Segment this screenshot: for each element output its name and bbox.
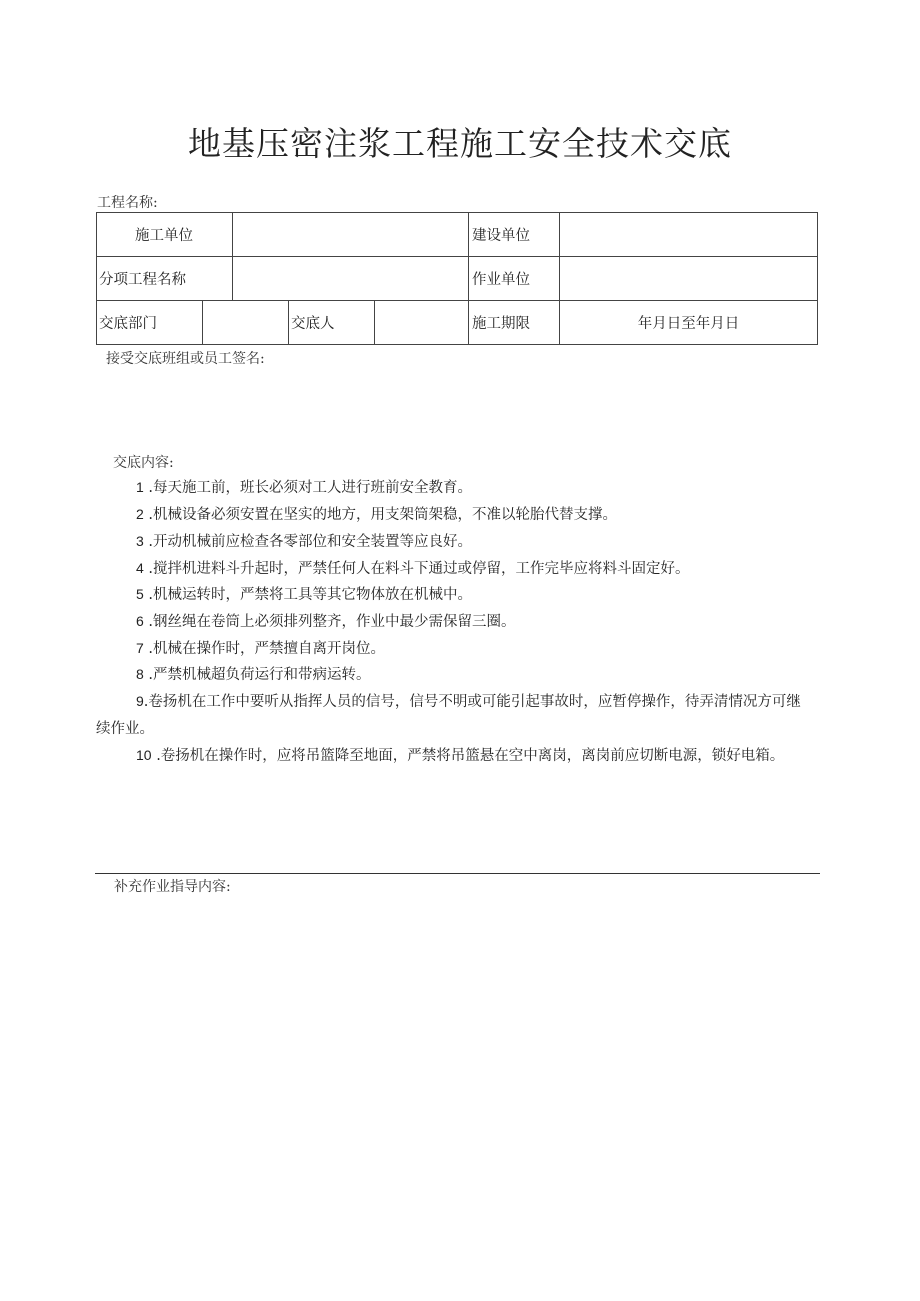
- info-table: [96, 212, 818, 345]
- content-label: 交底内容:: [113, 455, 174, 471]
- project-name-label: 工程名称:: [97, 195, 158, 211]
- item-text: .机械在操作时，严禁擅自离开岗位。: [148, 641, 386, 657]
- sub-project-field[interactable]: [232, 256, 469, 301]
- item-number: 7: [136, 640, 144, 656]
- list-item: [96, 742, 808, 770]
- dept-field[interactable]: [202, 300, 289, 345]
- dept-label: 交底部门: [96, 300, 203, 345]
- sub-project-label: 分项工程名称: [96, 256, 233, 301]
- list-item: [96, 501, 808, 529]
- item-text: .钢丝绳在卷筒上必须排列整齐，作业中最少需保留三圈。: [148, 614, 516, 630]
- period-field[interactable]: 年月日至年月日: [559, 300, 818, 345]
- item-number: 4: [136, 560, 144, 576]
- item-text: .开动机械前应检查各零部位和安全装置等应良好。: [148, 534, 473, 550]
- construction-unit-label: 施工单位: [96, 212, 233, 257]
- item-number: 9: [136, 693, 144, 709]
- construction-unit-field[interactable]: [232, 212, 469, 257]
- item-text: .机械运转时，严禁将工具等其它物体放在机械中。: [148, 587, 473, 603]
- item-text: .搅拌机进料斗升起时，严禁任何人在料斗下通过或停留，工作完毕应将料斗固定好。: [148, 561, 690, 577]
- item-text: .每天施工前，班长必须对工人进行班前安全教育。: [148, 480, 473, 496]
- section-divider: [95, 873, 820, 874]
- item-number: 6: [136, 613, 144, 629]
- item-number: 3: [136, 533, 144, 549]
- owner-unit-field[interactable]: [559, 212, 818, 257]
- item-number: 10: [136, 747, 152, 763]
- item-text: .卷扬机在工作中要听从指挥人员的信号，信号不明或可能引起事故时，应暂停操作，待弄清情况方可继续作业。: [96, 694, 801, 737]
- item-text: .严禁机械超负荷运行和带病运转。: [148, 667, 371, 683]
- owner-unit-label: 建设单位: [468, 212, 560, 257]
- item-text: .机械设备必须安置在坚实的地方，用支架筒架稳，不准以轮胎代替支撑。: [148, 507, 618, 523]
- signature-label: 接受交底班组或员工签名:: [106, 351, 265, 367]
- list-item: [96, 661, 808, 689]
- list-item: [96, 555, 808, 583]
- list-item: [96, 608, 808, 636]
- item-number: 8: [136, 666, 144, 682]
- list-item: [96, 474, 808, 502]
- list-item: [96, 635, 808, 663]
- supplement-label: 补充作业指导内容:: [114, 879, 231, 895]
- document-title: 地基压密注浆工程施工安全技术交底: [188, 124, 732, 163]
- person-field[interactable]: [374, 300, 469, 345]
- list-item: [96, 581, 808, 609]
- list-item: [96, 528, 808, 556]
- work-unit-label: 作业单位: [468, 256, 560, 301]
- work-unit-field[interactable]: [559, 256, 818, 301]
- item-number: 1: [136, 479, 144, 495]
- item-number: 2: [136, 506, 144, 522]
- list-item: [96, 688, 808, 743]
- period-label: 施工期限: [468, 300, 560, 345]
- item-number: 5: [136, 586, 144, 602]
- person-label: 交底人: [288, 300, 375, 345]
- item-text: .卷扬机在操作时，应将吊篮降至地面，严禁将吊篮悬在空中离岗，离岗前应切断电源，锁好电箱。: [156, 748, 785, 764]
